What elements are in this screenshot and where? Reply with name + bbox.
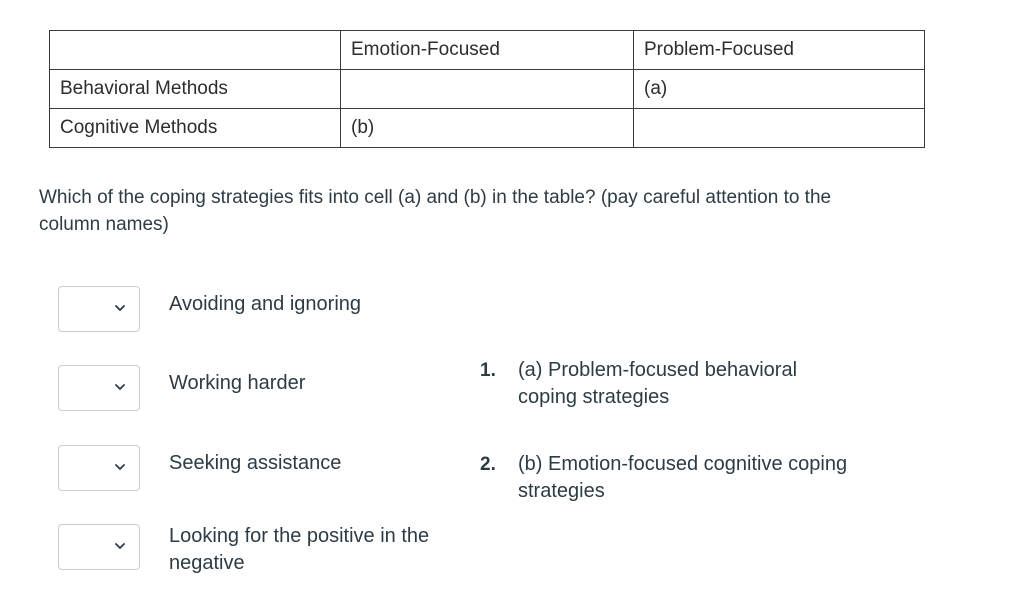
answer-option-text: (b) Emotion-focused cognitive coping strategies — [518, 453, 848, 502]
match-item-label: Avoiding and ignoring — [169, 293, 362, 315]
answer-option-text: (a) Problem-focused behavioral coping strategies — [518, 359, 798, 408]
answer-option-number: 2. — [480, 454, 496, 475]
row-header-cognitive-methods: Cognitive Methods — [50, 109, 341, 148]
match-item-label: Seeking assistance — [169, 452, 342, 474]
table-header-row — [50, 31, 925, 70]
table-row — [50, 109, 925, 148]
table-cell — [341, 70, 634, 109]
table-corner-cell — [50, 31, 341, 70]
row-header-behavioral-methods: Behavioral Methods — [50, 70, 341, 109]
answer-select[interactable] — [58, 365, 140, 411]
answer-select[interactable] — [58, 286, 140, 332]
chevron-down-icon — [113, 460, 127, 474]
question-text: Which of the coping strategies fits into cell (a) and (b) in the table? (pay careful attention to the column names) — [39, 187, 832, 235]
table-cell — [634, 109, 925, 148]
table-cell-a: (a) — [634, 70, 925, 109]
chevron-down-icon — [113, 380, 127, 394]
match-item-label: Looking for the positive in the negative — [169, 525, 430, 574]
column-header-emotion-focused: Emotion-Focused — [341, 31, 634, 70]
column-header-problem-focused: Problem-Focused — [634, 31, 925, 70]
match-item-label: Working harder — [169, 372, 306, 394]
chevron-down-icon — [113, 301, 127, 315]
coping-strategies-table — [49, 30, 925, 148]
answer-option-number: 1. — [480, 360, 496, 381]
table-row — [50, 70, 925, 109]
table-cell-b: (b) — [341, 109, 634, 148]
answer-select[interactable] — [58, 524, 140, 570]
answer-select[interactable] — [58, 445, 140, 491]
chevron-down-icon — [113, 539, 127, 553]
